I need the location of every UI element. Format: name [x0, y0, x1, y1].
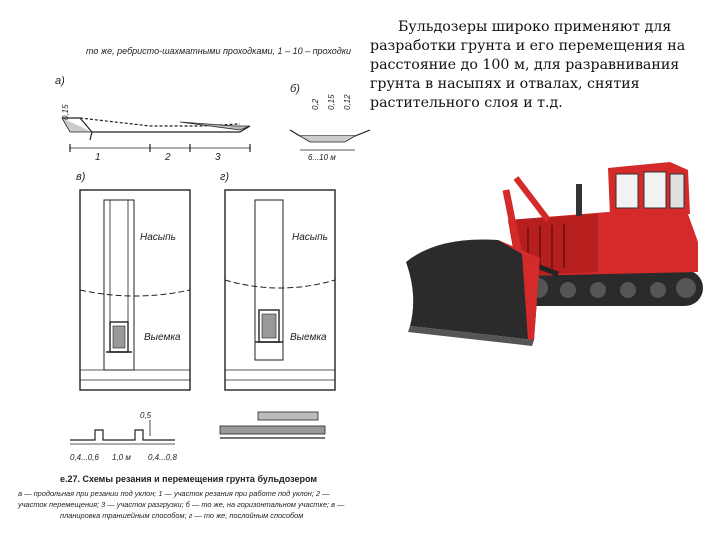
segment-2: 2: [165, 152, 171, 163]
profile-a: [62, 118, 250, 152]
description-paragraph: Бульдозеры широко применяют для разработки грунта и его перемещения на расстояние до 100 м, для разравнивания грунта в насыпях и отвалах, снятия растительного слоя и т.д.: [370, 19, 686, 111]
dim-bottom-2: 1,0 м: [112, 453, 131, 462]
nasyp-v: Насыпь: [140, 232, 176, 243]
label-b: б): [290, 83, 300, 95]
label-a: а): [55, 75, 65, 87]
cab-window-side: [670, 174, 684, 208]
label-v: в): [76, 171, 86, 183]
dim-b-2: 0,15: [327, 94, 336, 110]
blade: [406, 239, 540, 340]
hydraulic-cylinder: [516, 178, 548, 220]
dim-bottom-1: 0,4...0,6: [70, 453, 99, 462]
caption-line-2: участок перемещения; 3 — участок разгрузки; б — то же, на горизонтальном участке; в —: [18, 500, 345, 509]
exhaust-pipe: [576, 184, 582, 216]
segment-1: 1: [95, 152, 101, 163]
plan-g: [225, 190, 335, 390]
profile-b: [290, 130, 370, 150]
plan-v: [80, 190, 190, 390]
bulldozer-scheme-drawing: [0, 40, 390, 540]
dim-a: 0,15: [61, 104, 70, 120]
figure-title: е.27. Схемы резания и перемещения грунта бульдозером: [60, 474, 318, 484]
dim-b-1: 0,2: [311, 98, 320, 110]
description-block: [370, 18, 710, 113]
cab-window-left: [616, 174, 638, 208]
sections-bottom: [70, 412, 325, 444]
cab-window-right: [644, 172, 666, 208]
dim-b-3: 0,12: [343, 94, 352, 110]
vyemka-v: Выемка: [144, 332, 181, 343]
span-b: 6...10 м: [308, 153, 336, 162]
scheme-svg: [0, 40, 390, 540]
segment-3: 3: [215, 152, 221, 163]
bulldozer-illustration: [398, 150, 710, 362]
caption-line-1: а — продольная при резании под уклон; 1 — участок резания при работе под уклон; 2 —: [18, 489, 330, 498]
label-g: г): [220, 171, 230, 183]
dim-bottom-3: 0,4...0,8: [148, 453, 177, 462]
caption-line-3: планировка траншейным способом; г — то же, послойным способом: [60, 511, 304, 520]
bulldozer-photo: [398, 150, 710, 362]
top-caption-fragment: то же, ребристо-шахматными проходками, 1 – 10 – проходки: [86, 46, 351, 56]
dim-bottom-4: 0,5: [140, 411, 152, 420]
nasyp-g: Насыпь: [292, 232, 328, 243]
vyemka-g: Выемка: [290, 332, 327, 343]
